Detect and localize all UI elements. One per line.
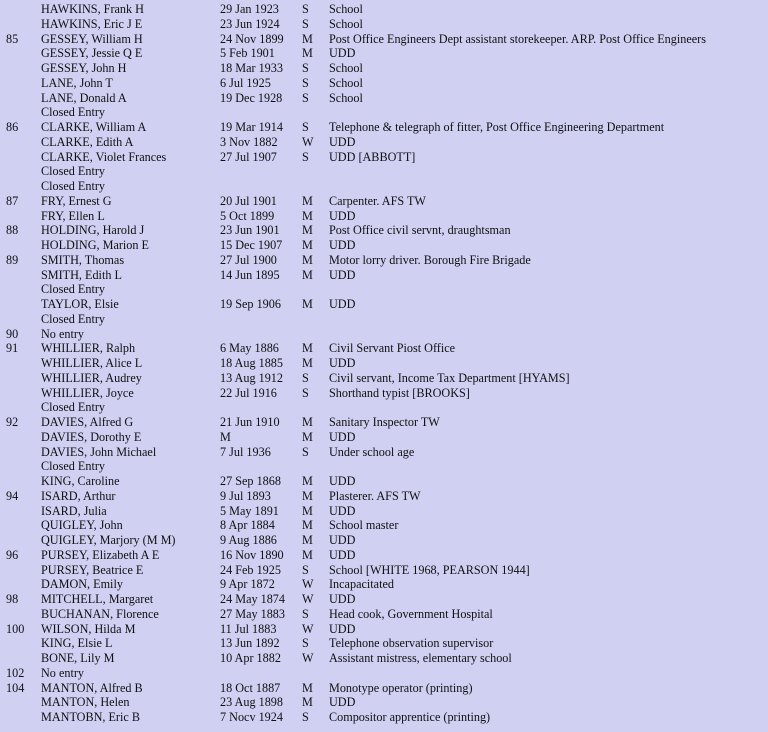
marital-status: M bbox=[302, 695, 313, 710]
table-row bbox=[0, 710, 768, 725]
table-row bbox=[0, 282, 768, 297]
table-row bbox=[0, 120, 768, 135]
occupation-text: Post Office Engineers Dept assistant storekeeper. ARP. Post Office Engineers bbox=[329, 31, 706, 46]
marital-status: W bbox=[302, 651, 314, 665]
table-row bbox=[0, 607, 768, 622]
occupation-text: Assistant mistress, elementary school bbox=[329, 651, 512, 665]
birth-date: 11 Jul 1883 bbox=[220, 621, 277, 636]
person-name: SMITH, Edith L bbox=[41, 267, 122, 282]
person-name: PURSEY, Beatrice E bbox=[41, 562, 144, 577]
birth-date: 18 Mar 1933 bbox=[220, 61, 283, 75]
occupation-text: UDD bbox=[329, 297, 356, 311]
marital-status: M bbox=[302, 238, 313, 252]
occupation-text: UDD bbox=[329, 547, 356, 562]
birth-date: 13 Jun 1892 bbox=[220, 636, 280, 651]
table-row bbox=[0, 430, 768, 445]
birth-date: 24 May 1874 bbox=[220, 592, 285, 606]
birth-date: 24 Feb 1925 bbox=[220, 562, 281, 577]
birth-date: 6 Jul 1925 bbox=[220, 75, 271, 90]
person-name: DAMON, Emily bbox=[41, 577, 123, 592]
occupation-text: School [WHITE 1968, PEARSON 1944] bbox=[329, 562, 530, 577]
table-row bbox=[0, 695, 768, 710]
table-row bbox=[0, 533, 768, 548]
marital-status: W bbox=[302, 621, 314, 636]
table-row bbox=[0, 194, 768, 209]
marital-status: S bbox=[302, 149, 309, 164]
birth-date: 29 Jan 1923 bbox=[220, 2, 279, 16]
table-row bbox=[0, 135, 768, 150]
marital-status: M bbox=[302, 680, 313, 695]
birth-date: 19 Sep 1906 bbox=[220, 297, 281, 311]
occupation-text: Incapacitated bbox=[329, 577, 394, 592]
birth-date: 27 May 1883 bbox=[220, 606, 285, 621]
marital-status: M bbox=[302, 533, 313, 547]
occupation-text: UDD [ABBOTT] bbox=[329, 149, 416, 164]
birth-date: 5 May 1891 bbox=[220, 503, 279, 518]
person-name: Closed Entry bbox=[41, 400, 105, 415]
person-name: HAWKINS, Eric J E bbox=[41, 16, 143, 31]
person-name: KING, Caroline bbox=[41, 474, 120, 488]
birth-date: M bbox=[220, 429, 231, 444]
person-name: ISARD, Julia bbox=[41, 503, 107, 518]
person-name: MANTON, Helen bbox=[41, 695, 130, 710]
occupation-text: UDD bbox=[329, 429, 356, 444]
table-row bbox=[0, 681, 768, 696]
table-row bbox=[0, 341, 768, 356]
table-row bbox=[0, 312, 768, 327]
birth-date: 23 Jun 1924 bbox=[220, 16, 280, 31]
birth-date: 24 Nov 1899 bbox=[220, 31, 284, 46]
table-row bbox=[0, 622, 768, 637]
occupation-text: School bbox=[329, 16, 363, 31]
person-name: Closed Entry bbox=[41, 179, 105, 193]
person-name: QUIGLEY, John bbox=[41, 518, 123, 533]
table-row bbox=[0, 2, 768, 17]
birth-date: 13 Aug 1912 bbox=[220, 370, 283, 385]
occupation-text: School master bbox=[329, 518, 399, 533]
person-name: DAVIES, Dorothy E bbox=[41, 429, 142, 444]
table-row bbox=[0, 268, 768, 283]
person-name: HAWKINS, Frank H bbox=[41, 2, 144, 16]
table-row bbox=[0, 238, 768, 253]
birth-date: 16 Nov 1890 bbox=[220, 547, 284, 562]
person-name: DAVIES, Alfred G bbox=[41, 415, 134, 429]
birth-date: 19 Mar 1914 bbox=[220, 120, 283, 134]
marital-status: M bbox=[302, 208, 313, 223]
occupation-text: School bbox=[329, 2, 363, 16]
table-row bbox=[0, 105, 768, 120]
marital-status: S bbox=[302, 2, 309, 16]
entry-number: 87 bbox=[6, 193, 19, 208]
marital-status: S bbox=[302, 636, 309, 651]
marital-status: M bbox=[302, 46, 313, 61]
table-row bbox=[0, 91, 768, 106]
person-name: MITCHELL, Margaret bbox=[41, 592, 154, 606]
occupation-text: Civil Servant Piost Office bbox=[329, 341, 456, 356]
table-row bbox=[0, 209, 768, 224]
birth-date: 7 Jul 1936 bbox=[220, 444, 271, 459]
person-name: Closed Entry bbox=[41, 164, 105, 179]
person-name: CLARKE, William A bbox=[41, 120, 147, 134]
occupation-text: UDD bbox=[329, 503, 356, 518]
marital-status: S bbox=[302, 710, 309, 724]
entry-number: 90 bbox=[6, 326, 19, 341]
person-name: WILSON, Hilda M bbox=[41, 621, 136, 636]
table-row bbox=[0, 150, 768, 165]
occupation-text: UDD bbox=[329, 474, 356, 488]
marital-status: W bbox=[302, 592, 314, 606]
occupation-text: School bbox=[329, 90, 363, 105]
occupation-text: UDD bbox=[329, 208, 356, 223]
occupation-text: Telephone observation supervisor bbox=[329, 636, 494, 651]
occupation-text: Telephone & telegraph of fitter, Post Office Engineering Department bbox=[329, 120, 665, 134]
table-row bbox=[0, 32, 768, 47]
marital-status: W bbox=[302, 577, 314, 592]
birth-date: 18 Oct 1887 bbox=[220, 680, 281, 695]
person-name: FRY, Ellen L bbox=[41, 208, 105, 223]
table-row bbox=[0, 651, 768, 666]
marital-status: M bbox=[302, 415, 313, 429]
marital-status: S bbox=[302, 562, 309, 577]
person-name: BUCHANAN, Florence bbox=[41, 606, 159, 621]
table-row bbox=[0, 518, 768, 533]
marital-status: M bbox=[302, 31, 313, 46]
occupation-text: Civil servant, Income Tax Department [HYAMS] bbox=[329, 370, 570, 385]
table-row bbox=[0, 504, 768, 519]
person-name: QUIGLEY, Marjory (M M) bbox=[41, 533, 176, 547]
marital-status: S bbox=[302, 606, 309, 621]
birth-date: 27 Jul 1907 bbox=[220, 149, 277, 164]
occupation-text: Sanitary Inspector TW bbox=[329, 415, 440, 429]
marital-status: S bbox=[302, 385, 309, 400]
occupation-text: UDD bbox=[329, 134, 356, 149]
occupation-text: Post Office civil servnt, draughtsman bbox=[329, 223, 511, 238]
entry-number: 85 bbox=[6, 31, 19, 46]
occupation-text: Motor lorry driver. Borough Fire Brigade bbox=[329, 252, 531, 267]
birth-date: 9 Apr 1872 bbox=[220, 577, 275, 592]
person-name: WHILLIER, Alice L bbox=[41, 356, 143, 370]
table-row bbox=[0, 164, 768, 179]
marital-status: M bbox=[302, 341, 313, 356]
table-row bbox=[0, 371, 768, 386]
person-name: Closed Entry bbox=[41, 459, 105, 474]
person-name: SMITH, Thomas bbox=[41, 252, 125, 267]
person-name: WHILLIER, Audrey bbox=[41, 370, 142, 385]
table-row bbox=[0, 474, 768, 489]
birth-date: 14 Jun 1895 bbox=[220, 267, 280, 282]
occupation-text: UDD bbox=[329, 621, 356, 636]
birth-date: 21 Jun 1910 bbox=[220, 415, 280, 429]
marital-status: S bbox=[302, 444, 309, 459]
person-name: MANTON, Alfred B bbox=[41, 680, 143, 695]
birth-date: 9 Jul 1893 bbox=[220, 488, 271, 503]
birth-date: 6 May 1886 bbox=[220, 341, 279, 356]
occupation-text: Under school age bbox=[329, 444, 415, 459]
occupation-text: School bbox=[329, 75, 363, 90]
birth-date: 7 Nocv 1924 bbox=[220, 710, 283, 724]
person-name: GESSEY, Jessie Q E bbox=[41, 46, 143, 61]
entry-number: 89 bbox=[6, 252, 19, 267]
marital-status: M bbox=[302, 267, 313, 282]
birth-date: 10 Apr 1882 bbox=[220, 651, 281, 665]
birth-date: 27 Jul 1900 bbox=[220, 252, 277, 267]
table-row bbox=[0, 548, 768, 563]
marital-status: S bbox=[302, 75, 309, 90]
occupation-text: UDD bbox=[329, 238, 356, 252]
person-name: GESSEY, John H bbox=[41, 61, 127, 75]
entry-number: 88 bbox=[6, 223, 19, 238]
marital-status: S bbox=[302, 370, 309, 385]
marital-status: M bbox=[302, 547, 313, 562]
birth-date: 3 Nov 1882 bbox=[220, 134, 278, 149]
table-row bbox=[0, 223, 768, 238]
entry-number: 100 bbox=[6, 621, 25, 636]
occupation-text: UDD bbox=[329, 267, 356, 282]
marital-status: M bbox=[302, 297, 313, 311]
occupation-text: Monotype operator (printing) bbox=[329, 680, 473, 695]
birth-date: 19 Dec 1928 bbox=[220, 90, 283, 105]
occupation-text: Compositor apprentice (printing) bbox=[329, 710, 491, 724]
marital-status: S bbox=[302, 16, 309, 31]
marital-status: M bbox=[302, 518, 313, 533]
marital-status: M bbox=[302, 252, 313, 267]
person-name: TAYLOR, Elsie bbox=[41, 297, 119, 311]
birth-date: 8 Apr 1884 bbox=[220, 518, 275, 533]
occupation-text: School bbox=[329, 61, 363, 75]
birth-date: 9 Aug 1886 bbox=[220, 533, 277, 547]
person-name: Closed Entry bbox=[41, 105, 105, 120]
marital-status: S bbox=[302, 90, 309, 105]
table-row bbox=[0, 356, 768, 371]
marital-status: S bbox=[302, 61, 309, 75]
marital-status: M bbox=[302, 356, 313, 370]
person-name: CLARKE, Edith A bbox=[41, 134, 134, 149]
person-name: LANE, Donald A bbox=[41, 90, 127, 105]
person-name: No entry bbox=[41, 326, 84, 341]
marital-status: M bbox=[302, 503, 313, 518]
occupation-text: UDD bbox=[329, 695, 356, 710]
occupation-text: Shorthand typist [BROOKS] bbox=[329, 385, 470, 400]
person-name: CLARKE, Violet Frances bbox=[41, 149, 167, 164]
occupation-text: Plasterer. AFS TW bbox=[329, 488, 421, 503]
table-row bbox=[0, 636, 768, 651]
birth-date: 23 Aug 1898 bbox=[220, 695, 283, 710]
person-name: FRY, Ernest G bbox=[41, 193, 112, 208]
entry-number: 91 bbox=[6, 341, 19, 356]
table-row bbox=[0, 179, 768, 194]
marital-status: M bbox=[302, 223, 313, 238]
person-name: Closed Entry bbox=[41, 282, 105, 297]
table-row bbox=[0, 489, 768, 504]
marital-status: W bbox=[302, 134, 314, 149]
table-row bbox=[0, 400, 768, 415]
person-name: DAVIES, John Michael bbox=[41, 444, 157, 459]
birth-date: 23 Jun 1901 bbox=[220, 223, 280, 238]
table-row bbox=[0, 17, 768, 32]
person-name: WHILLIER, Ralph bbox=[41, 341, 136, 356]
table-row bbox=[0, 592, 768, 607]
entry-number: 102 bbox=[6, 665, 25, 680]
occupation-text: Carpenter. AFS TW bbox=[329, 193, 426, 208]
marital-status: S bbox=[302, 120, 309, 134]
table-row bbox=[0, 445, 768, 460]
table-row bbox=[0, 327, 768, 342]
birth-date: 15 Dec 1907 bbox=[220, 238, 283, 252]
person-name: BONE, Lily M bbox=[41, 651, 115, 665]
occupation-text: UDD bbox=[329, 46, 356, 61]
person-name: GESSEY, William H bbox=[41, 31, 143, 46]
entry-number: 96 bbox=[6, 547, 19, 562]
marital-status: M bbox=[302, 488, 313, 503]
occupation-text: UDD bbox=[329, 533, 356, 547]
table-row bbox=[0, 253, 768, 268]
entry-number: 104 bbox=[6, 680, 25, 695]
marital-status: M bbox=[302, 474, 313, 488]
occupation-text: UDD bbox=[329, 592, 356, 606]
birth-date: 18 Aug 1885 bbox=[220, 356, 283, 370]
table-row bbox=[0, 563, 768, 578]
marital-status: M bbox=[302, 429, 313, 444]
person-name: ISARD, Arthur bbox=[41, 488, 116, 503]
person-name: LANE, John T bbox=[41, 75, 113, 90]
occupation-text: UDD bbox=[329, 356, 356, 370]
table-row bbox=[0, 46, 768, 61]
person-name: MANTOBN, Eric B bbox=[41, 710, 140, 724]
table-row bbox=[0, 666, 768, 681]
person-name: No entry bbox=[41, 665, 84, 680]
birth-date: 5 Feb 1901 bbox=[220, 46, 275, 61]
person-name: PURSEY, Elizabeth A E bbox=[41, 547, 160, 562]
table-row bbox=[0, 61, 768, 76]
marital-status: M bbox=[302, 193, 313, 208]
person-name: KING, Elsie L bbox=[41, 636, 113, 651]
table-row bbox=[0, 76, 768, 91]
table-row bbox=[0, 386, 768, 401]
occupation-text: Head cook, Government Hospital bbox=[329, 606, 493, 621]
birth-date: 5 Oct 1899 bbox=[220, 208, 275, 223]
table-row bbox=[0, 577, 768, 592]
table-row bbox=[0, 459, 768, 474]
table-row bbox=[0, 415, 768, 430]
person-name: WHILLIER, Joyce bbox=[41, 385, 134, 400]
person-name: HOLDING, Harold J bbox=[41, 223, 145, 238]
entry-number: 92 bbox=[6, 415, 19, 429]
person-name: HOLDING, Marion E bbox=[41, 238, 149, 252]
birth-date: 22 Jul 1916 bbox=[220, 385, 277, 400]
birth-date: 20 Jul 1901 bbox=[220, 193, 277, 208]
entry-number: 94 bbox=[6, 488, 19, 503]
birth-date: 27 Sep 1868 bbox=[220, 474, 281, 488]
person-name: Closed Entry bbox=[41, 311, 105, 326]
table-row bbox=[0, 297, 768, 312]
entry-number: 86 bbox=[6, 120, 19, 134]
entry-number: 98 bbox=[6, 592, 19, 606]
